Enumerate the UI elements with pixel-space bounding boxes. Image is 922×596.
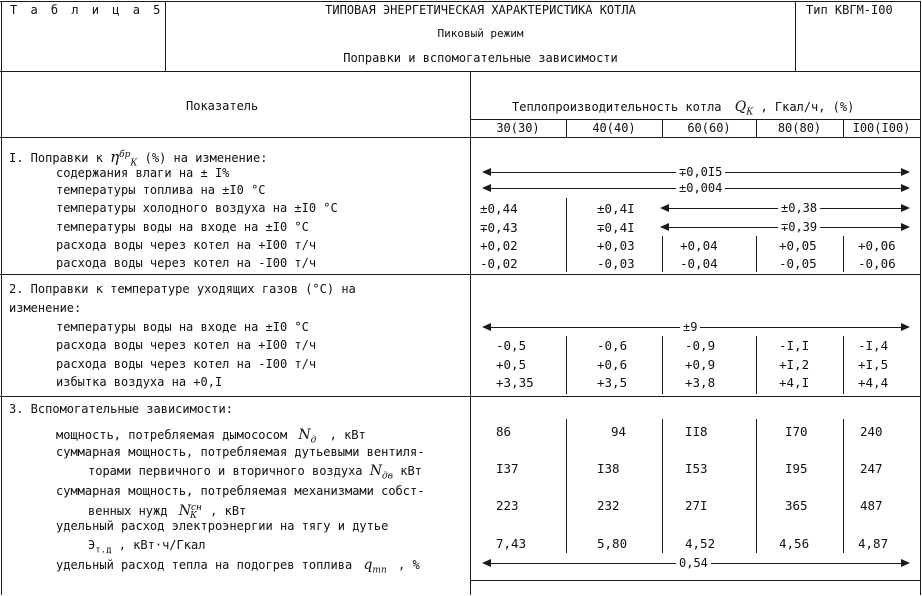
s1-row4-v1: ∓0,43 — [480, 220, 518, 235]
s3-row2-v1: I37 — [496, 461, 519, 476]
s2-row3-v4: +I,2 — [779, 357, 810, 372]
s2-col-sep-1 — [566, 336, 567, 394]
s3-col-sep-1 — [566, 419, 567, 553]
s2-row4-v2: +3,5 — [597, 375, 628, 390]
header-bottom-border — [0, 71, 921, 72]
s3-row4-label-2 — [88, 538, 205, 555]
header-divider-right — [795, 1, 796, 71]
s3-row4-units: , кВт·ч/Гкал — [118, 538, 206, 552]
load-col-4: 80(80) — [777, 121, 822, 135]
s2-row4-v1: +3,35 — [496, 375, 534, 390]
s3-row3-sym-sup: сн — [190, 503, 202, 513]
s3-row2-v2: I38 — [597, 461, 620, 476]
s3-row3-sym-sub: К — [189, 511, 197, 522]
section2-title-2: изменение: — [9, 301, 82, 315]
s2-row4-v3: +3,8 — [685, 375, 716, 390]
s3-row5-units: , % — [398, 558, 420, 572]
s3-row1-text: мощность, потребляемая дымососом — [56, 428, 288, 442]
s1-row6-v4: -0,05 — [779, 256, 817, 271]
load-col-5: I00(I00) — [852, 121, 911, 135]
capacity-header — [512, 99, 854, 117]
s3-row3-v1: 223 — [496, 498, 519, 513]
s1-row1-label: содержания влаги на ± I% — [56, 166, 230, 180]
s1-row5-v2: +0,03 — [597, 238, 635, 253]
s3-row3-v4: 365 — [785, 498, 808, 513]
s2-col-sep-4 — [843, 336, 844, 394]
s1-row5-v4: +0,05 — [779, 238, 817, 253]
colhead-bottom-border — [0, 137, 921, 138]
s3-row5-span-value: 0,54 — [676, 556, 711, 570]
s2-row2-v3: -0,9 — [685, 338, 716, 353]
s1-row3-span-value: ±0,38 — [778, 201, 820, 215]
s3-row1-sym: N — [298, 427, 311, 443]
s3-row5-sym-sub: тп — [372, 565, 387, 576]
s3-row1-sym-sub: д — [310, 435, 317, 446]
s3-col-sep-4 — [843, 419, 844, 553]
s3-row3-sym: N — [178, 503, 191, 519]
s1-row2-span-value: ±0,004 — [676, 181, 725, 195]
section3-title: 3. Вспомогательные зависимости: — [9, 402, 233, 416]
s3-row2-v4: I95 — [785, 461, 808, 476]
s2-row2-v2: -0,6 — [597, 338, 628, 353]
s2-row1-label: температуры воды на входе на ±I0 °С — [56, 320, 309, 334]
s3-row1-units: , кВт — [329, 428, 366, 442]
s1-row1-span-value: ∓0,0I5 — [676, 165, 725, 179]
s1-row6-v5: -0,06 — [858, 256, 896, 271]
s3-row1-v4: I70 — [785, 424, 808, 439]
s2-row2-v5: -I,4 — [858, 338, 889, 353]
s3-row2-label-2 — [88, 463, 422, 481]
s3-row4-label: удельный расход электроэнергии на тягу и дутье — [56, 519, 389, 533]
s2-row3-v5: +I,5 — [858, 357, 889, 372]
s2-row4-v5: +4,4 — [858, 375, 889, 390]
top-border — [0, 1, 921, 2]
s1-row6-v2: -0,03 — [597, 256, 635, 271]
s1-row5-label: расхода воды через котел на +I00 т/ч — [56, 238, 317, 252]
s3-row3-units: , кВт — [210, 504, 247, 518]
section1-title-text: I. Поправки к — [9, 151, 103, 165]
s2-row3-v2: +0,6 — [597, 357, 628, 372]
right-border — [920, 1, 921, 595]
capacity-units: , Гкал/ч, (%) — [760, 100, 855, 114]
s1-row6-v1: -0,02 — [480, 256, 518, 271]
s3-row1-label — [56, 427, 366, 445]
s2-row1-span-value: ±9 — [680, 320, 700, 334]
s3-row2-v3: I53 — [685, 461, 708, 476]
s3-row4-sym-sub: т.д — [95, 545, 112, 556]
table-number: Т а б л и ц а 5 — [10, 3, 164, 17]
s1-col-sep-a — [566, 198, 567, 236]
s3-col-sep-3 — [756, 419, 757, 553]
s3-row3-label: суммарная мощность, потребляемая механизмами собст- — [56, 484, 425, 498]
s1-col-sep-b1 — [566, 236, 567, 272]
s3-row5-sym: q — [363, 557, 373, 573]
s3-row3-v2: 232 — [597, 498, 620, 513]
s3-row5-label — [56, 557, 420, 575]
s3-row1-v5: 240 — [860, 424, 883, 439]
s3-row5-text: удельный расход тепла на подогрев топлива — [56, 558, 353, 572]
s3-col-sep-2 — [662, 419, 663, 553]
document-subtitle: Пиковый режим — [437, 27, 524, 40]
s3-row2-sym: N — [369, 463, 383, 479]
load-col-2: 40(40) — [592, 121, 636, 135]
section1-title-tail: (%) на изменение: — [144, 151, 268, 165]
eta-sub: К — [130, 158, 138, 169]
s2-row2-label: расхода воды через котел на +I00 т/ч — [56, 338, 317, 352]
document-title: ТИПОВАЯ ЭНЕРГЕТИЧЕСКАЯ ХАРАКТЕРИСТИКА КОТЛА — [325, 3, 636, 17]
s3-row1-v1: 86 — [496, 424, 512, 439]
s1-row5-v5: +0,06 — [858, 238, 896, 253]
s3-row3-text2: венных нужд — [88, 504, 168, 518]
section1-bottom-border — [0, 274, 921, 275]
s3-row2-units: кВт — [400, 464, 422, 478]
s3-row1-v3: II8 — [685, 424, 708, 439]
section2-title: 2. Поправки к температуре уходящих газов (°С) на — [9, 282, 356, 296]
s3-row4-v1: 7,43 — [496, 536, 527, 551]
left-border — [1, 1, 2, 595]
s1-row6-v3: -0,04 — [680, 256, 718, 271]
s2-row3-v1: +0,5 — [496, 357, 527, 372]
s1-col-sep-b2 — [662, 236, 663, 272]
capacity-label: Теплопроизводительность котла — [512, 100, 722, 114]
s3-row4-sym: Э — [88, 538, 96, 552]
s2-row4-label: избытка воздуха на +0,I — [56, 375, 223, 389]
indicator-header: Показатель — [186, 99, 259, 113]
s3-row4-v2: 5,80 — [597, 536, 628, 551]
s1-row3-v1: ±0,44 — [480, 201, 518, 216]
s1-row3-label: температуры холодного воздуха на ±I0 °С — [56, 201, 338, 215]
s3-row4-v5: 4,87 — [858, 536, 889, 551]
s3-row4-v3: 4,52 — [685, 536, 716, 551]
load-row-top — [470, 119, 920, 120]
s1-row4-label: температуры воды на входе на ±I0 °С — [56, 220, 309, 234]
s1-row2-label: температуры топлива на ±I0 °С — [56, 183, 266, 197]
s1-row5-v1: +0,02 — [480, 238, 518, 253]
s3-row3-v5: 487 — [860, 498, 883, 513]
boiler-type: Тип КВГМ-I00 — [806, 3, 893, 17]
capacity-symbol: Q — [734, 99, 747, 115]
s3-row4-v4: 4,56 — [779, 536, 810, 551]
s1-row5-v3: +0,04 — [680, 238, 718, 253]
document-subtitle-2: Поправки и вспомогательные зависимости — [343, 51, 618, 65]
s1-row6-label: расхода воды через котел на -I00 т/ч — [56, 256, 317, 270]
s3-row2-label: суммарная мощность, потребляемая дутьевыми вентиля- — [56, 445, 425, 459]
eta-sup: бр — [119, 150, 131, 160]
capacity-symbol-sub: К — [746, 107, 754, 118]
s1-row3-v2: ±0,4I — [597, 201, 635, 216]
s2-col-sep-2 — [662, 336, 663, 394]
s3-row2-text2: торами первичного и вторичного воздуха — [88, 464, 363, 478]
eta-symbol: η — [110, 148, 120, 166]
section2-bottom-border — [0, 396, 921, 397]
s2-row3-label: расхода воды через котел на -I00 т/ч — [56, 357, 317, 371]
load-col-3: 60(60) — [687, 121, 731, 135]
load-col-1: 30(30) — [496, 121, 540, 135]
s2-row3-v3: +0,9 — [685, 357, 716, 372]
s1-col-sep-b3 — [756, 236, 757, 272]
s1-row4-v2: ∓0,4I — [597, 220, 635, 235]
s3-row3-v3: 27I — [685, 498, 708, 513]
s3-row2-v5: 247 — [860, 461, 883, 476]
s2-row2-v4: -I,I — [779, 338, 810, 353]
s2-row4-v4: +4,I — [779, 375, 810, 390]
s3-row1-v2: 94 — [611, 424, 627, 439]
indicator-divider — [470, 71, 471, 595]
s2-row2-v1: -0,5 — [496, 338, 527, 353]
s1-col-sep-b4 — [843, 236, 844, 272]
s1-row4-span-value: ∓0,39 — [778, 220, 820, 234]
bottom-border — [470, 580, 920, 581]
s2-col-sep-3 — [756, 336, 757, 394]
s3-row2-sym-sub: дв — [382, 471, 393, 482]
